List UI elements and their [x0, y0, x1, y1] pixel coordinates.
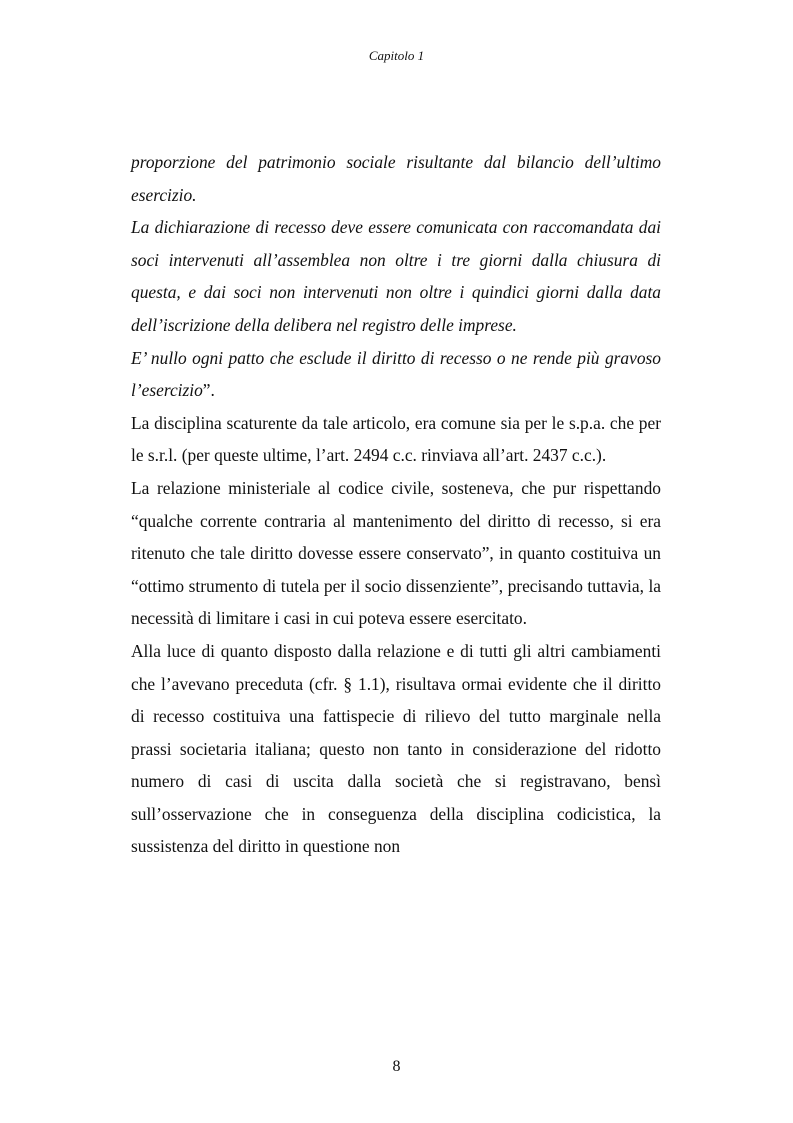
paragraph: La relazione ministeriale al codice civile, sosteneva, che pur rispettando “qualche corrente contraria al mantenimento del diritto di recesso, si era ritenuto che tale diritto dovesse essere conservato”, in quanto costituiva un “ottimo strumento di tutela per il socio dissenziente”, precisando tuttavia, la necessità di limitare i casi in cui poteva essere esercitato. [131, 477, 661, 629]
page-number: 8 [392, 1058, 401, 1075]
closing-quote: ”. [202, 380, 215, 401]
quoted-text: E’ nullo ogni patto che esclude il diritto di recesso o ne rende più gravoso l’esercizio [131, 347, 661, 401]
quoted-paragraph: proporzione del patrimonio sociale risultante dal bilancio dell’ultimo esercizio. [131, 152, 661, 205]
body-text [131, 146, 661, 863]
quoted-paragraph: La dichiarazione di recesso deve essere comunicata con raccomandata dai soci intervenuti all’assemblea non oltre i tre giorni dalla chiusura di questa, e dai soci non intervenuti non oltre i quindici giorni dalla data dell’iscrizione della delibera nel registro delle imprese. [131, 217, 661, 335]
running-header: Capitolo 1 [368, 48, 425, 63]
paragraph: La disciplina scaturente da tale articolo, era comune sia per le s.p.a. che per le s.r.l. (per queste ultime, l’art. 2494 c.c. rinviava all’art. 2437 c.c.). [131, 412, 661, 466]
quoted-paragraph [131, 342, 661, 407]
paragraph: Alla luce di quanto disposto dalla relazione e di tutti gli altri cambiamenti che l’avevano preceduta (cfr. § 1.1), risultava ormai evidente che il diritto di recesso costituiva una fattispecie di rilievo del tutto marginale nella prassi societaria italiana; questo non tanto in considerazione del ridotto numero di casi di uscita dalla società che si registravano, bensì sull’osservazione che in conseguenza della disciplina codicistica, la sussistenza del diritto in questione non [131, 640, 661, 857]
